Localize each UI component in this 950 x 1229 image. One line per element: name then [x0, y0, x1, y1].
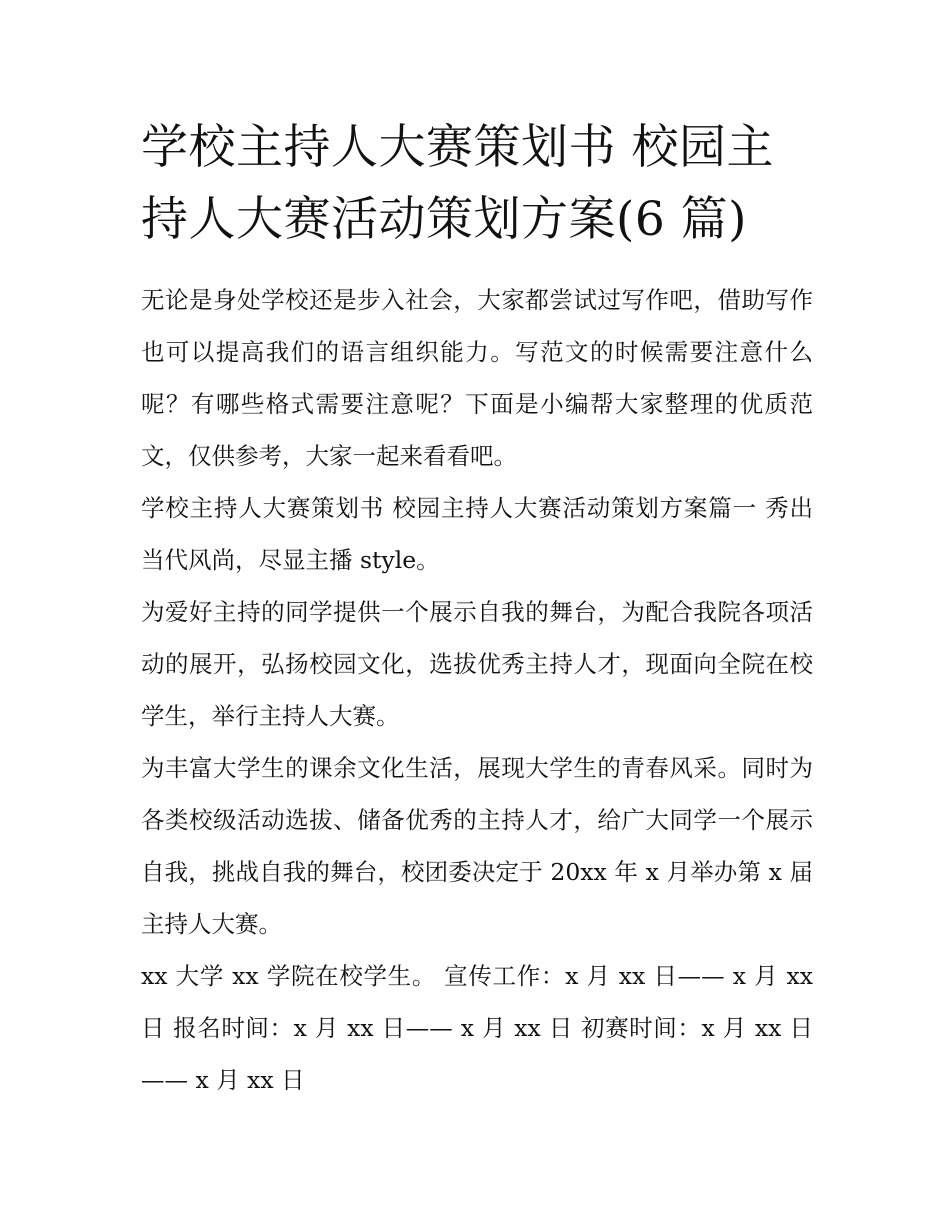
document-title: 学校主持人大赛策划书 校园主持人大赛活动策划方案(6 篇): [141, 120, 774, 247]
paragraph-purpose: 为爱好主持的同学提供一个展示自我的舞台，为配合我院各项活动的展开，弘扬校园文化，选拔优秀主持人才，现面向全院在校学生，举行主持人大赛。: [141, 598, 813, 730]
paragraph-intro: 无论是身处学校还是步入社会，大家都尝试过写作吧，借助写作也可以提高我们的语言组织能力。写范文的时候需要注意什么呢？有哪些格式需要注意呢？下面是小编帮大家整理的优质范文，仅供参考，大家一起来看看吧。: [141, 286, 813, 470]
paragraph-section-heading: 学校主持人大赛策划书 校园主持人大赛活动策划方案篇一 秀出当代风尚，尽显主播 style。: [141, 494, 813, 574]
paragraph-schedule: xx 大学 xx 学院在校学生。 宣传工作：x 月 xx 日—— x 月 xx 日 报名时间：x 月 xx 日—— x 月 xx 日 初赛时间：x 月 xx 日—— x 月 xx 日: [141, 962, 813, 1094]
paragraph-background: 为丰富大学生的课余文化生活，展现大学生的青春风采。同时为各类校级活动选拔、储备优秀的主持人才，给广大同学一个展示自我，挑战自我的舞台，校团委决定于 20xx 年 x 月举办第 x 届主持人大赛。: [141, 754, 813, 938]
document-content: [141, 112, 813, 1106]
